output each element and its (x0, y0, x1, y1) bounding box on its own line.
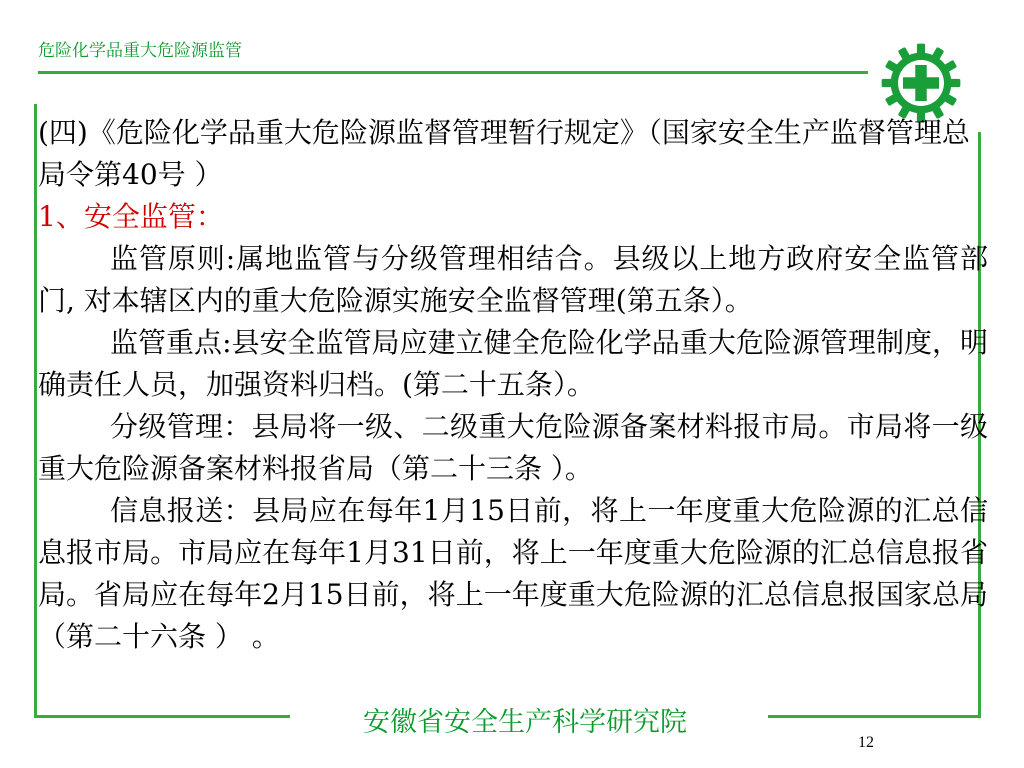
header-title: 危险化学品重大危险源监管 (38, 41, 242, 61)
header-rule (38, 71, 868, 74)
regulation-title: (四)《危险化学品重大危险源监督管理暂行规定》（国家安全生产监督管理总局令第40号 ） (38, 116, 970, 191)
paragraph-information-reporting: 信息报送：县局应在每年1月15日前，将上一年度重大危险源的汇总信息报市局。市局应在每年1月31日前，将上一年度重大危险源的汇总信息报省局。省局应在每年2月15日前，将上一年度重大危险源的汇总信息报国家总局（第二十六条 ） 。 (38, 494, 988, 653)
footer-organization: 安徽省安全生产科学研究院 (363, 707, 687, 738)
paragraph-grading-management: 分级管理：县局将一级、二级重大危险源备案材料报市局。市局将一级重大危险源备案材料报省局（第二十三条 ）。 (38, 410, 988, 485)
footer-rule-right (768, 715, 981, 718)
frame-left-border (34, 104, 37, 718)
paragraph-supervision-focus: 监管重点:县安全监管局应建立健全危险化学品重大危险源管理制度，明确责任人员，加强资料归档。(第二十五条）。 (38, 326, 988, 401)
footer-rule-left (34, 715, 290, 718)
section-heading: 1、安全监管： (38, 200, 224, 233)
paragraph-supervision-principle: 监管原则:属地监管与分级管理相结合。县级以上地方政府安全监管部门, 对本辖区内的重大危险源实施安全监督管理(第五条）。 (38, 242, 988, 317)
document-body (38, 112, 988, 658)
page-number: 12 (858, 734, 874, 751)
